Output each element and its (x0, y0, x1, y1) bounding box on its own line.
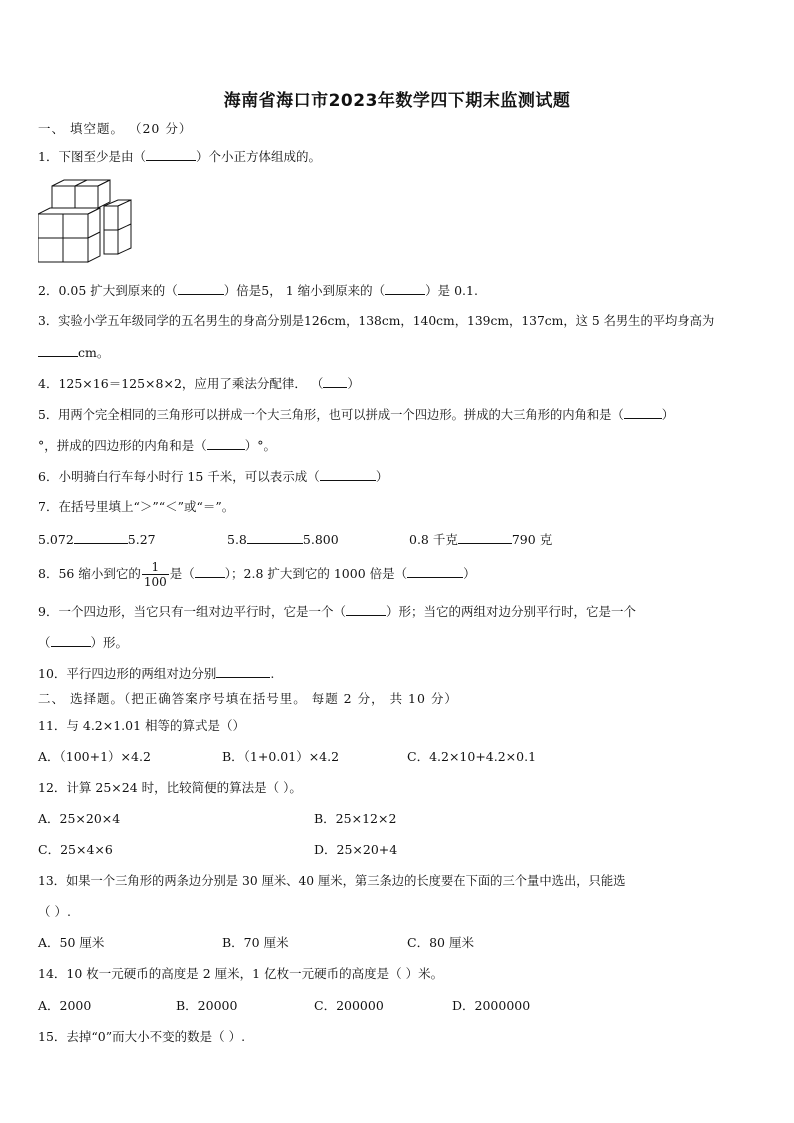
q14-option-d[interactable]: D．2000000 (452, 998, 531, 1013)
q5-answer-blank-1[interactable] (624, 406, 662, 419)
q2-text-b: ）倍是5， 1 缩小到原来的（ (223, 283, 386, 298)
q7-compare-2 (227, 531, 339, 548)
page-title: 海南省海口市2023年数学四下期末监测试题 (223, 91, 571, 111)
q11-option-a[interactable]: A．（100+1）×4.2 (38, 749, 151, 764)
q1-text-start: 1．下图至少是由（ (38, 149, 146, 164)
q3-answer-blank[interactable] (38, 344, 78, 357)
q12-option-c[interactable]: C．25×4×6 (38, 842, 113, 857)
q3-text-unit: cm。 (78, 345, 110, 360)
q11-option-b[interactable]: B．（1+0.01）×4.2 (222, 749, 340, 764)
q7-c3-left: 0.8 千克 (409, 532, 458, 547)
q7-c3-blank[interactable] (458, 531, 512, 544)
q8-fraction-numerator: 1 (142, 560, 169, 575)
q4-answer-blank[interactable] (323, 375, 347, 388)
q4-text-b: ） (347, 376, 360, 391)
section-choice-heading: 二、 选择题。（把正确答案序号填在括号里。 每题 2 分， 共 10 分） (38, 691, 458, 706)
q8-text-a: 8．56 缩小到它的 (38, 566, 141, 581)
question-10 (38, 665, 274, 682)
q6-text-b: ） (375, 469, 389, 484)
q13-option-b[interactable]: B．70 厘米 (222, 935, 289, 950)
q7-c2-blank[interactable] (247, 531, 303, 544)
q14-option-a[interactable]: A．2000 (38, 998, 92, 1013)
q6-text-a: 6．小明骑白行车每小时行 15 千米，可以表示成（ (38, 469, 320, 484)
q12-option-d[interactable]: D．25×20+4 (314, 842, 398, 857)
q8-fraction (142, 560, 169, 589)
q4-text-a: 4．125×16＝125×8×2，应用了乘法分配律． （ (38, 376, 324, 391)
question-3-line-2 (38, 344, 109, 361)
q7-c3-right: 790 克 (511, 532, 553, 547)
q9-text-line2-a: （ (38, 635, 51, 650)
q13-option-c[interactable]: C．80 厘米 (407, 935, 474, 950)
q8-answer-blank-2[interactable] (407, 565, 463, 578)
question-13-line-1: 13．如果一个三角形的两条边分别是 30 厘米、40 厘米，第三条边的长度要在下面的三个量中选出，只能选 (38, 874, 626, 888)
q7-c2-right: 5.800 (302, 532, 339, 547)
q2-text-c: ）是 0.1. (425, 283, 478, 298)
question-2 (38, 282, 478, 299)
q14-option-b[interactable]: B．20000 (176, 998, 238, 1013)
q7-c2-left: 5.8 (227, 532, 247, 547)
q10-text-a: 10．平行四边形的两组对边分别 (38, 666, 217, 681)
q13-option-a[interactable]: A．50 厘米 (38, 935, 105, 950)
q2-answer-blank-1[interactable] (178, 282, 224, 295)
q9-answer-blank-2[interactable] (51, 634, 91, 647)
q8-answer-blank-1[interactable] (195, 565, 225, 578)
question-3-line-1: 3．实验小学五年级同学的五名男生的身高分别是126cm，138cm，140cm，139cm，137cm，这 5 名男生的平均身高为 (38, 314, 715, 328)
question-8 (38, 557, 476, 591)
q5-text-line1: 5．用两个完全相同的三角形可以拼成一个大三角形，也可以拼成一个四边形。拼成的大三角形的内角和是（ (38, 408, 624, 422)
question-13-line-2: （ ）. (38, 904, 71, 919)
question-5-line-1 (38, 406, 674, 423)
q7-c1-left: 5.072 (38, 532, 74, 547)
q8-text-d: ） (463, 566, 476, 581)
q5-text-line1-end: ） (661, 408, 675, 422)
question-14: 14．10 枚一元硬币的高度是 2 厘米，1 亿枚一元硬币的高度是（ ）米。 (38, 966, 444, 981)
q2-text-a: 2．0.05 扩大到原来的（ (38, 283, 178, 298)
q7-c1-right: 5.27 (127, 532, 156, 547)
q9-text-line2-b: ）形。 (90, 635, 129, 650)
q9-text-line1-b: ）形；当它的两组对边分别平行时，它是一个 (385, 604, 636, 619)
q14-option-c[interactable]: C．200000 (314, 998, 384, 1013)
q8-text-b: 是（ (169, 566, 195, 581)
q6-answer-blank[interactable] (320, 468, 376, 481)
q8-fraction-denominator: 100 (143, 575, 167, 589)
q11-option-c[interactable]: C．4.2×10+4.2×0.1 (407, 749, 537, 764)
q5-text-line2-a: °，拼成的四边形的内角和是（ (38, 438, 207, 453)
question-6 (38, 468, 388, 485)
section-fill-in-heading: 一、 填空题。 （20 分） (38, 121, 193, 136)
question-9-line-1 (38, 603, 636, 620)
q2-answer-blank-2[interactable] (385, 282, 425, 295)
question-15: 15．去掉“0”而大小不变的数是（ ）. (38, 1029, 246, 1044)
q9-text-line1-a: 9．一个四边形，当它只有一组对边平行时，它是一个（ (38, 604, 346, 619)
q5-answer-blank-2[interactable] (207, 437, 245, 450)
q10-answer-blank[interactable] (216, 665, 270, 678)
q7-compare-3 (409, 531, 552, 548)
q10-text-b: . (270, 666, 275, 681)
q12-option-b[interactable]: B．25×12×2 (314, 811, 397, 826)
q8-text-c: ）；2.8 扩大到它的 1000 倍是（ (224, 566, 408, 581)
question-1 (38, 148, 321, 165)
q7-c1-blank[interactable] (74, 531, 128, 544)
q1-text-end: ）个小正方体组成的。 (195, 149, 321, 164)
question-7: 7．在括号里填上“＞”“＜”或“＝”。 (38, 499, 235, 514)
cube-stack-figure (38, 178, 134, 268)
q1-answer-blank[interactable] (146, 148, 196, 161)
question-5-line-2 (38, 437, 276, 454)
question-12: 12．计算 25×24 时，比较简便的算法是（ ）。 (38, 780, 302, 795)
q9-answer-blank-1[interactable] (346, 603, 386, 616)
question-11: 11．与 4.2×1.01 相等的算式是（） (38, 718, 246, 733)
question-9-line-2 (38, 634, 128, 651)
question-4 (38, 375, 360, 392)
q7-compare-1 (38, 531, 156, 548)
q12-option-a[interactable]: A．25×20×4 (38, 811, 121, 826)
q5-text-line2-b: ）°。 (244, 438, 277, 453)
